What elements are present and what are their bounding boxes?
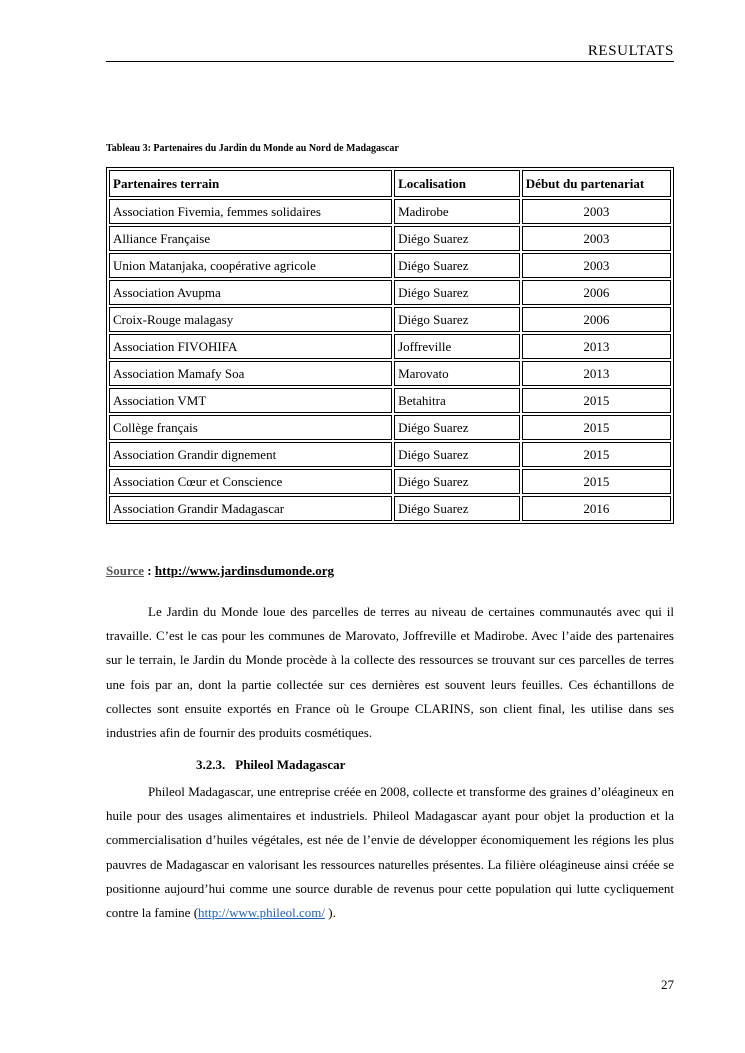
page-number: 27 <box>661 977 674 992</box>
year-cell: 2006 <box>522 280 671 305</box>
table-row <box>109 469 671 494</box>
year-cell: 2003 <box>522 226 671 251</box>
partner-cell: Association Grandir dignement <box>109 442 392 467</box>
column-header-start: Début du partenariat <box>522 170 671 197</box>
location-cell: Diégo Suarez <box>394 280 520 305</box>
table-row <box>109 307 671 332</box>
year-cell: 2015 <box>522 469 671 494</box>
table-row <box>109 253 671 278</box>
location-cell: Diégo Suarez <box>394 496 520 521</box>
partner-cell: Association VMT <box>109 388 392 413</box>
location-cell: Betahitra <box>394 388 520 413</box>
year-cell: 2013 <box>522 334 671 359</box>
table-row <box>109 388 671 413</box>
partners-table <box>106 167 674 524</box>
location-cell: Diégo Suarez <box>394 469 520 494</box>
partner-cell: Association Grandir Madagascar <box>109 496 392 521</box>
table-row <box>109 361 671 386</box>
source-label: Source <box>106 563 145 578</box>
source-separator: : <box>144 563 155 578</box>
paragraph-phileol-text: Phileol Madagascar, une entreprise créée en 2008, collecte et transforme des graines d’oléagineux en huile pour des usages alimentaires et industriels. Phileol Madagascar ayant pour objet la production et la commercialisation d’huiles végétales, est née de l’envie de développer économiquement les régions les plus pauvres de Madagascar en valorisant les ressources naturelles présentes. La filière oléagineuse ainsi créée se positionne aujourd’hui comme une source durable de revenus pour cette population qui lutte cycliquement contre la famine ( <box>106 784 674 921</box>
partner-cell: Alliance Française <box>109 226 392 251</box>
year-cell: 2016 <box>522 496 671 521</box>
table-row <box>109 442 671 467</box>
year-cell: 2015 <box>522 388 671 413</box>
partner-cell: Association FIVOHIFA <box>109 334 392 359</box>
year-cell: 2013 <box>522 361 671 386</box>
location-cell: Diégo Suarez <box>394 226 520 251</box>
paragraph-phileol <box>106 780 674 925</box>
partner-cell: Association Cœur et Conscience <box>109 469 392 494</box>
table-caption: Tableau 3: Partenaires du Jardin du Monde au Nord de Madagascar <box>106 143 399 154</box>
year-cell: 2006 <box>522 307 671 332</box>
year-cell: 2003 <box>522 253 671 278</box>
table-row <box>109 226 671 251</box>
table-row <box>109 415 671 440</box>
year-cell: 2015 <box>522 442 671 467</box>
partner-cell: Croix-Rouge malagasy <box>109 307 392 332</box>
location-cell: Marovato <box>394 361 520 386</box>
table-row <box>109 280 671 305</box>
partner-cell: Association Avupma <box>109 280 392 305</box>
table-source <box>106 563 334 579</box>
paragraph-phileol-end: ). <box>325 905 336 921</box>
section-title: Phileol Madagascar <box>235 757 346 772</box>
source-link[interactable]: http://www.jardinsdumonde.org <box>154 563 335 578</box>
table-row <box>109 496 671 521</box>
partner-cell: Association Mamafy Soa <box>109 361 392 386</box>
section-heading <box>196 757 345 773</box>
year-cell: 2015 <box>522 415 671 440</box>
column-header-partners: Partenaires terrain <box>109 170 392 197</box>
location-cell: Diégo Suarez <box>394 253 520 278</box>
partner-cell: Union Matanjaka, coopérative agricole <box>109 253 392 278</box>
section-number: 3.2.3. <box>196 757 226 772</box>
location-cell: Diégo Suarez <box>394 415 520 440</box>
header-title: RESULTATS <box>587 43 674 59</box>
partner-cell: Collège français <box>109 415 392 440</box>
page-header <box>106 40 674 62</box>
table-header-row <box>109 170 671 197</box>
location-cell: Joffreville <box>394 334 520 359</box>
column-header-location: Localisation <box>394 170 520 197</box>
partner-cell: Association Fivemia, femmes solidaires <box>109 199 392 224</box>
location-cell: Madirobe <box>394 199 520 224</box>
table-row <box>109 334 671 359</box>
year-cell: 2003 <box>522 199 671 224</box>
location-cell: Diégo Suarez <box>394 307 520 332</box>
location-cell: Diégo Suarez <box>394 442 520 467</box>
phileol-link[interactable]: http://www.phileol.com/ <box>198 905 326 921</box>
paragraph-jardin-du-monde: Le Jardin du Monde loue des parcelles de terres au niveau de certaines communautés avec qui il travaille. C’est le cas pour les communes de Marovato, Joffreville et Madirobe. Avec l’aide des partenaires sur le terrain, le Jardin du Monde procède à la collecte des ressources se trouvant sur ces parcelles de terres une fois par an, dont la partie collectée sur ces dernières est souvent leurs feuilles. Ces échantillons de collectes sont ensuite exportés en France où le Groupe CLARINS, son client final, les utilise dans ses industries afin de fournir des produits cosmétiques. <box>106 604 674 741</box>
table-row <box>109 199 671 224</box>
